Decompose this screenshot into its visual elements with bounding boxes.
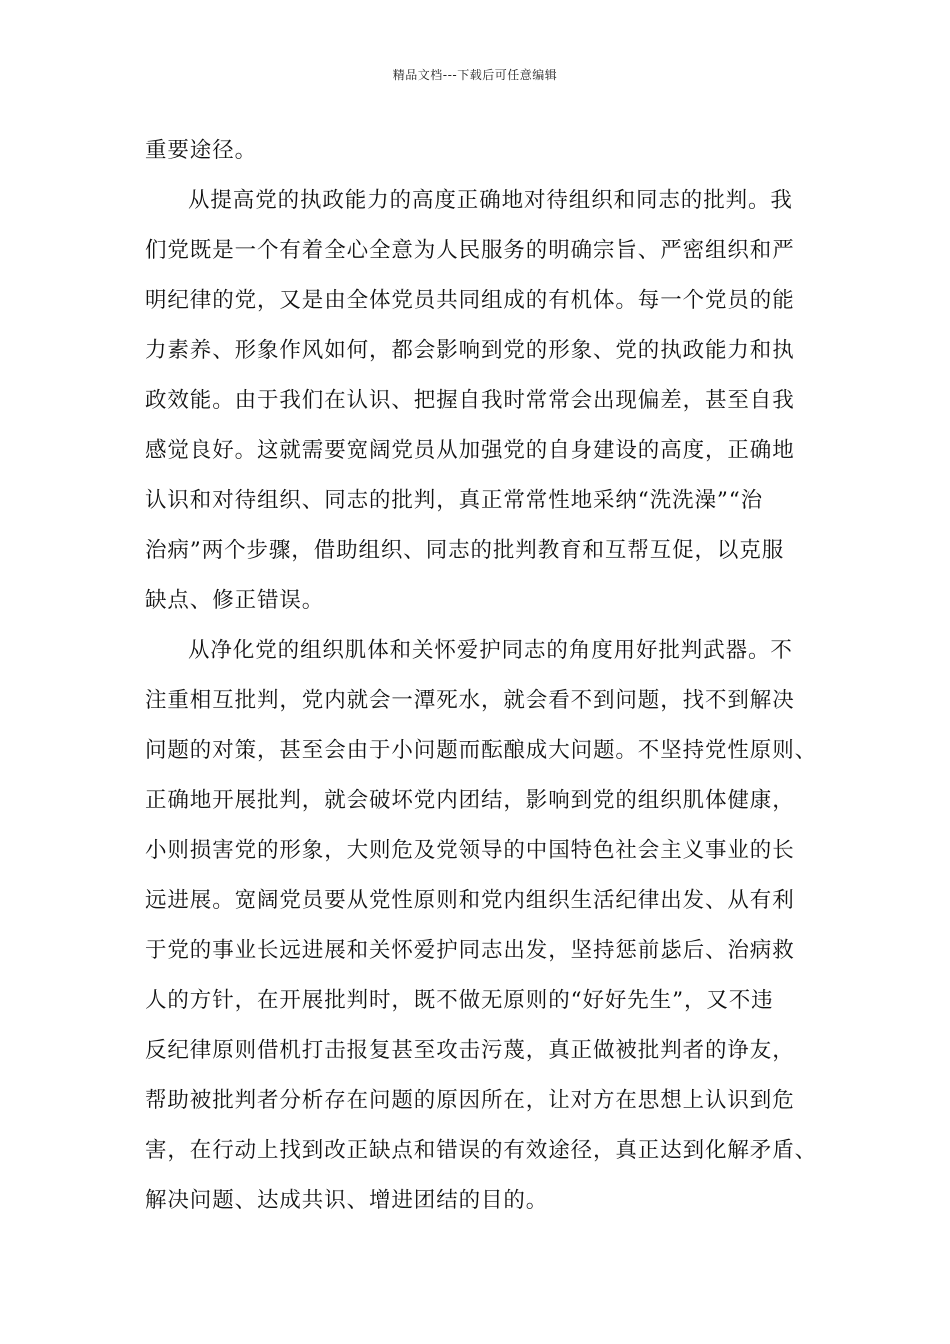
paragraph-line: 人的方针，在开展批判时，既不做无原则的“好好先生”，又不违 [145,988,774,1013]
paragraph-line: 解决问题、达成共识、增进团结的目的。 [145,1188,549,1213]
body-text [145,126,820,1226]
page-header: 精品文档---下载后可任意编辑 [392,68,558,82]
paragraph-line: 从提高党的执政能力的高度正确地对待组织和同志的批判。我 [188,188,793,213]
paragraph-line: 感觉良好。这就需要宽阔党员从加强党的自身建设的高度，正确地 [145,438,795,463]
paragraph-line: 反纪律原则借机打击报复甚至攻击污蔑，真正做被批判者的诤友， [145,1038,795,1063]
paragraph-line: 政效能。由于我们在认识、把握自我时常常会出现偏差，甚至自我 [145,388,795,413]
paragraph-line: 正确地开展批判，就会破坏党内团结，影响到党的组织肌体健康， [145,788,795,813]
paragraph-line: 问题的对策，甚至会由于小问题而酝酿成大问题。不坚持党性原则、 [145,738,818,763]
paragraph-line: 远进展。宽阔党员要从党性原则和党内组织生活纪律出发、从有利 [145,888,795,913]
paragraph-line: 于党的事业长远进展和关怀爱护同志出发，坚持惩前毖后、治病救 [145,938,795,963]
paragraph-line: 从净化党的组织肌体和关怀爱护同志的角度用好批判武器。不 [188,638,793,663]
paragraph-line: 明纪律的党，又是由全体党员共同组成的有机体。每一个党员的能 [145,288,795,313]
paragraph-line: 帮助被批判者分析存在问题的原因所在，让对方在思想上认识到危 [145,1088,795,1113]
paragraph-line: 小则损害党的形象，大则危及党领导的中国特色社会主义事业的长 [145,838,795,863]
paragraph-line: 们党既是一个有着全心全意为人民服务的明确宗旨、严密组织和严 [145,238,795,263]
paragraph-line: 缺点、修正错误。 [145,588,325,613]
paragraph-line: 害，在行动上找到改正缺点和错误的有效途径，真正达到化解矛盾、 [145,1138,818,1163]
paragraph-line: 治病”两个步骤，借助组织、同志的批判教育和互帮互促，以克服 [145,538,785,563]
paragraph-line: 注重相互批判，党内就会一潭死水，就会看不到问题，找不到解决 [145,688,795,713]
paragraph-line: 认识和对待组织、同志的批判，真正常常性地采纳“洗洗澡”“治 [145,488,764,513]
paragraph-line: 力素养、形象作风如何，都会影响到党的形象、党的执政能力和执 [145,338,795,363]
paragraph-line: 重要途径。 [145,138,258,163]
